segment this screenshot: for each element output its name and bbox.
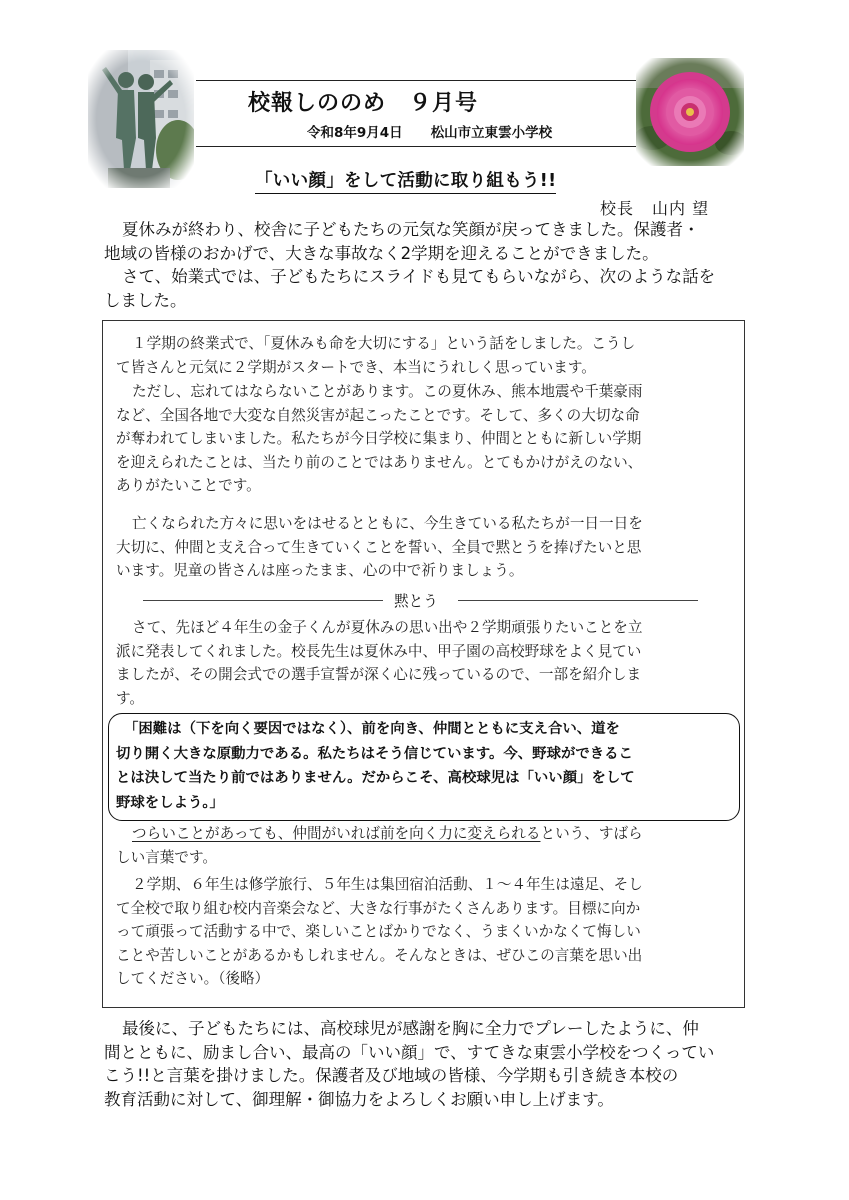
issue-dateline [307, 121, 552, 141]
speech-line: さて、先ほど４年生の金子くんが夏休みの思い出や２学期頑張りたいことを立 [132, 619, 643, 636]
speech-line: してください。（後略） [116, 970, 270, 988]
underlined-phrase: つらいことがあっても、仲間がいれば前を向く力に変えられる [132, 825, 541, 842]
moment-of-silence-label: 黙とう [394, 593, 438, 610]
speech-paragraph-6 [116, 873, 736, 991]
speech-line: て全校で取り組む校内音楽会など、大きな行事がたくさんあります。目標に向か [116, 899, 641, 917]
issue-date: 令和8年9月4日 [307, 125, 403, 141]
player-oath-quote [116, 717, 736, 815]
speech-line: ２学期、６年生は修学旅行、５年生は集団宿泊活動、１～４年生は遠足、そし [132, 876, 643, 893]
zinnia-flower-photo [636, 58, 744, 166]
closing-paragraph [104, 1017, 754, 1111]
author-title: 校長 [600, 199, 635, 218]
closing-line: 間とともに、励まし合い、最高の「いい顔」で、すてきな東雲小学校をつくってい [104, 1042, 715, 1062]
speech-line: って頑張って活動する中で、楽しいことばかりでなく、うまくいかなくて悔しい [116, 923, 641, 941]
author-name: 山内 望 [652, 199, 710, 218]
article-author [600, 196, 709, 219]
speech-paragraph-4 [116, 616, 736, 710]
quote-line: 切り開く大きな原動力である。私たちはそう信じています。今、野球ができるこ [116, 745, 633, 762]
intro-paragraph [104, 218, 754, 312]
speech-line: ましたが、その開会式での選手宣誓が深く心に残っているので、一部を紹介しま [116, 666, 642, 684]
school-name: 松山市立東雲小学校 [430, 125, 553, 141]
closing-line: 教育活動に対して、御理解・御協力をよろしくお願い申し上げます。 [104, 1089, 614, 1109]
quote-line: 「困難は（下を向く要因ではなく）、前を向き、仲間とともに支え合い、道を [124, 721, 620, 737]
speech-line: 大切に、仲間と支え合って生きていくことを誓い、全員で黙とうを捧げたいと思 [116, 538, 642, 556]
speech-line: います。児童の皆さんは座ったまま、心の中で祈りましょう。 [116, 562, 524, 580]
statue-photo [88, 50, 194, 188]
speech-line: 亡くなられた方々に思いをはせるとともに、今生きている私たちが一日一日を [132, 515, 643, 532]
closing-line: 最後に、子どもたちには、高校球児が感謝を胸に全力でプレーしたように、仲 [122, 1019, 699, 1038]
speech-paragraph-1 [116, 332, 736, 379]
newsletter-title: 校報しののめ ９月号 [248, 91, 479, 116]
speech-line: 派に発表してくれました。校長先生は夏休み中、甲子園の高校野球をよく見てい [116, 642, 642, 660]
speech-line: が奪われてしまいました。私たちが今日学校に集まり、仲間とともに新しい学期 [116, 430, 642, 448]
speech-paragraph-2 [116, 380, 736, 498]
intro-line: 地域の皆様のおかげで、大きな事故なく2学期を迎えることができました。 [104, 243, 659, 263]
closing-line [104, 1064, 754, 1088]
quote-line: とは決して当たり前ではありません。だからこそ、高校球児は「いい顔」をして [116, 770, 635, 786]
speech-paragraph-3 [116, 512, 736, 583]
header-bottom-rule [196, 146, 636, 147]
speech-line: て皆さんと元気に２学期がスタートでき、本当にうれしく思っています。 [116, 358, 596, 376]
speech-line: １学期の終業式で、「夏休みも命を大切にする」という話をしました。こうし [132, 335, 636, 352]
speech-line: ことや苦しいことがあるかもしれません。そんなときは、ぜひこの言葉を思い出 [116, 946, 643, 964]
closing-line-tail: と言葉を掛けました。保護者及び地域の皆様、今学期も引き続き本校の [150, 1066, 679, 1085]
speech-line: ただし、忘れてはならないことがあります。この夏休み、熊本地震や千葉豪雨 [132, 383, 643, 400]
speech-line [116, 822, 736, 846]
closing-exclamation: こう!! [104, 1066, 151, 1085]
divider-rule-left [143, 600, 383, 601]
intro-line: 夏休みが終わり、校舎に子どもたちの元気な笑顔が戻ってきました。保護者・ [122, 220, 700, 239]
speech-line: す。 [116, 689, 145, 707]
divider-rule-right [458, 600, 698, 601]
quote-line: 野球をしよう。」 [116, 794, 224, 811]
speech-line: など、全国各地で大変な自然災害が起こったことです。そして、多くの大切な命 [116, 406, 640, 424]
intro-line: しました。 [104, 290, 187, 310]
speech-line-tail: という、すばら [540, 825, 643, 842]
speech-line: を迎えられたことは、当たり前のことではありません。とてもかけがえのない、 [116, 453, 643, 471]
speech-paragraph-5 [116, 822, 736, 869]
speech-line: しい言葉です。 [116, 848, 217, 866]
header-top-rule [196, 80, 636, 81]
intro-line: さて、始業式では、子どもたちにスライドも見てもらいながら、次のような話を [122, 267, 716, 286]
speech-line: ありがたいことです。 [116, 477, 261, 495]
article-headline: 「いい顔」をして活動に取り組もう!! [255, 167, 556, 194]
